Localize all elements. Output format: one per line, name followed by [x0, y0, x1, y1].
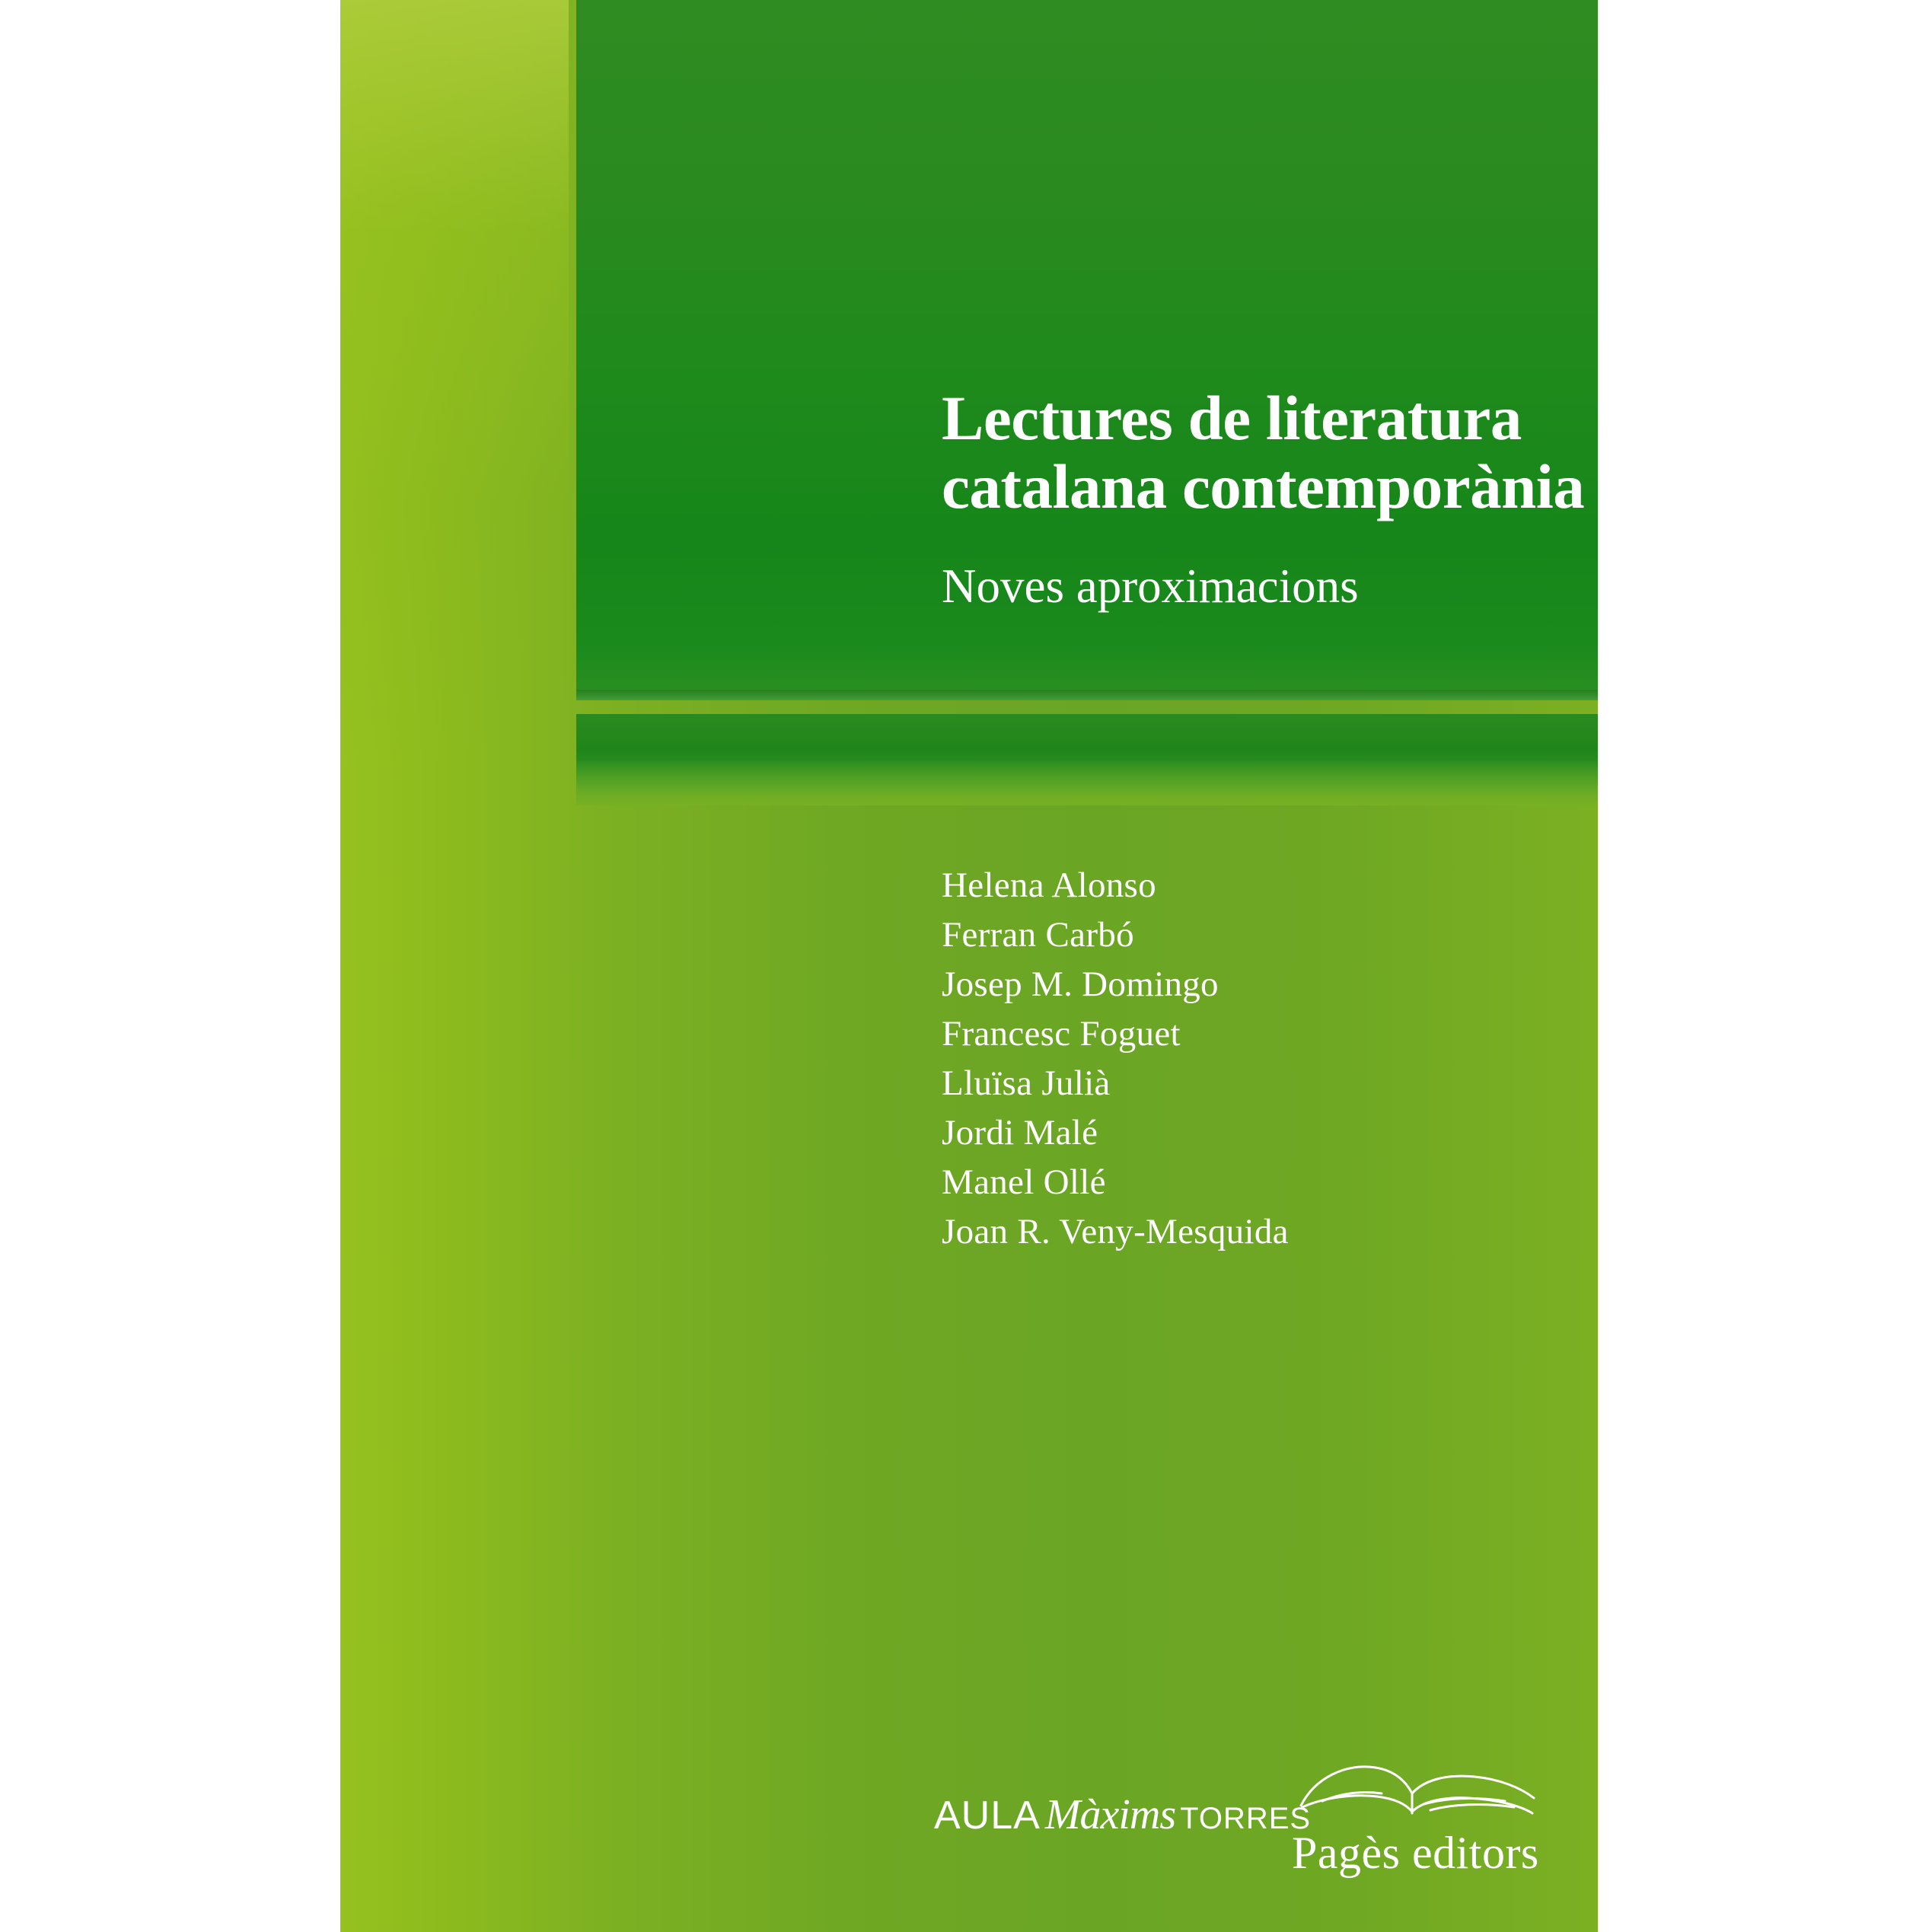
author-item: Manel Ollé: [942, 1162, 1106, 1202]
publisher-logo: [1292, 1758, 1543, 1879]
aula-logo-word-1: AULA: [934, 1793, 1041, 1838]
author-item: Jordi Malé: [942, 1113, 1098, 1153]
logo-row: [576, 1743, 1598, 1880]
author-item: Helena Alonso: [942, 866, 1156, 905]
title-line-2: catalana contemporània: [942, 451, 1585, 521]
title-line-1: Lectures de literatura: [942, 383, 1522, 453]
author-item: Josep M. Domingo: [942, 964, 1219, 1004]
author-list: [942, 868, 1289, 1264]
aula-logo-script-word: Màxims: [1044, 1791, 1176, 1838]
subtitle: Noves aproximacions: [942, 560, 1359, 614]
aula-maxim-torres-logo: [934, 1790, 1311, 1839]
open-book-icon: [1292, 1758, 1543, 1822]
cover-left-gradient-band: [340, 0, 569, 1932]
author-item: Joan R. Veny-Mesquida: [942, 1212, 1289, 1251]
secondary-panel-strip: [576, 714, 1598, 805]
aula-logo-word-2: TORRES: [1180, 1802, 1312, 1835]
author-item: Ferran Carbó: [942, 915, 1134, 955]
title-block: [942, 384, 1598, 614]
author-item: Francesc Foguet: [942, 1014, 1181, 1054]
author-item: Lluïsa Julià: [942, 1063, 1111, 1103]
book-cover: [340, 0, 1598, 1932]
publisher-name: Pagès editors: [1292, 1828, 1539, 1878]
